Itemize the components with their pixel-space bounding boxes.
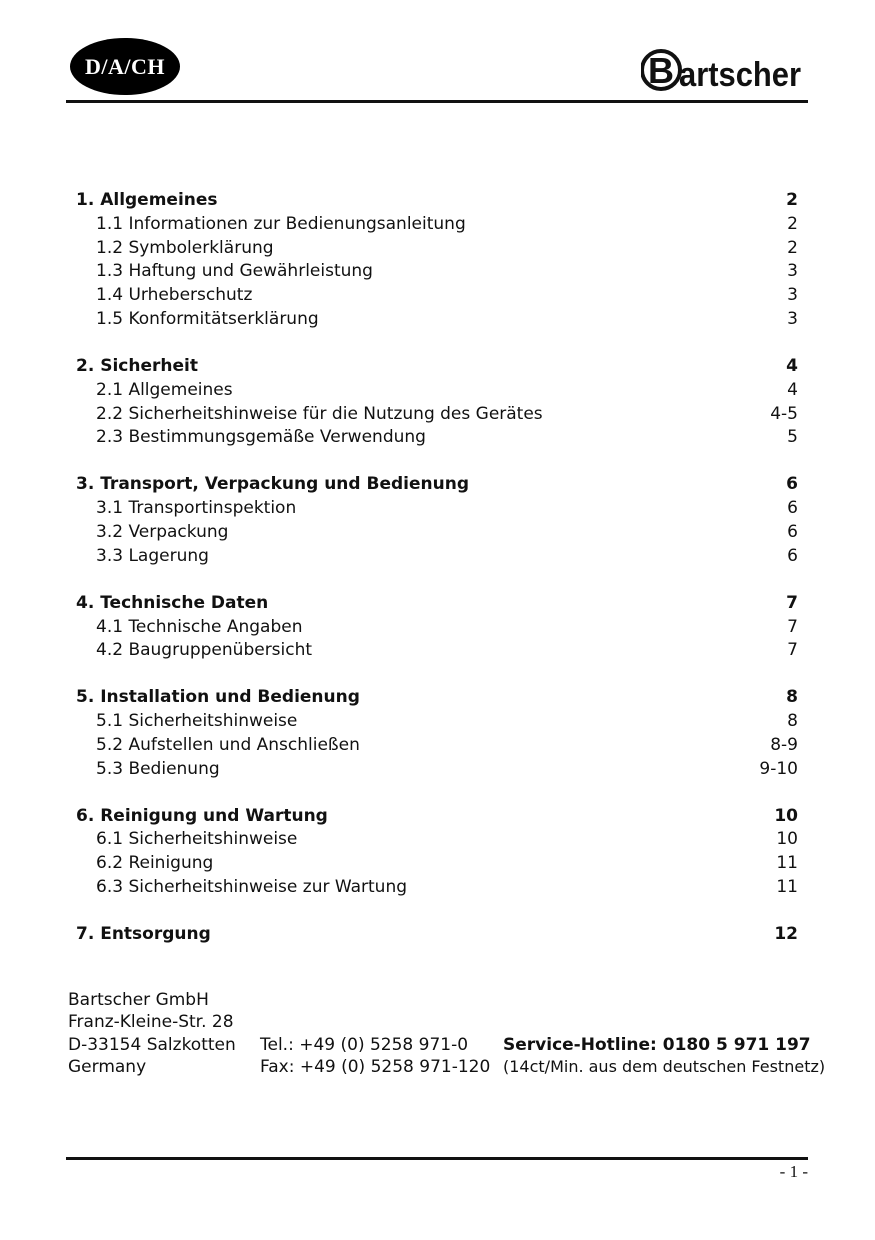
- toc-section-page: 6: [786, 474, 798, 495]
- section-gap: [76, 781, 798, 804]
- toc-entry-title: 5.3 Bedienung: [96, 758, 220, 779]
- region-badge-label: D/A/CH: [85, 53, 165, 79]
- toc-entry: [76, 403, 798, 427]
- toc-entry-page: 3: [787, 261, 798, 282]
- toc-entry-title: 5.1 Sicherheitshinweise: [96, 711, 298, 732]
- toc-entry-page: 7: [787, 640, 798, 661]
- company-street: Franz-Kleine-Str. 28: [68, 1012, 234, 1033]
- toc-entry-title: 1.2 Symbolerklärung: [96, 237, 274, 258]
- toc-entry-page: 8-9: [770, 734, 798, 755]
- company-tel: Tel.: +49 (0) 5258 971-0: [260, 1034, 469, 1055]
- toc-entry: [76, 237, 798, 261]
- toc-section-title: 1. Allgemeines: [76, 190, 218, 210]
- toc-section-page: 8: [786, 687, 798, 708]
- section-gap: [76, 569, 798, 592]
- toc-section: [76, 189, 798, 213]
- toc-entry-title: 1.4 Urheberschutz: [96, 285, 253, 306]
- toc-entry-page: 6: [787, 545, 798, 566]
- toc-entry: [76, 828, 798, 852]
- toc-section: [76, 473, 798, 497]
- toc-entry: [76, 308, 798, 332]
- toc-entry: [76, 710, 798, 734]
- toc-entry-page: 8: [787, 711, 798, 732]
- toc-entry: [76, 639, 798, 663]
- company-city: D-33154 Salzkotten: [68, 1034, 236, 1055]
- toc-entry: [76, 426, 798, 450]
- toc-entry-title: 2.1 Allgemeines: [96, 379, 233, 400]
- toc-entry: [76, 616, 798, 640]
- section-gap: [76, 450, 798, 473]
- toc-entry-page: 7: [787, 616, 798, 637]
- toc-entry-title: 4.1 Technische Angaben: [96, 616, 303, 637]
- toc-entry-title: 6.1 Sicherheitshinweise: [96, 829, 298, 850]
- toc-entry-title: 3.1 Transportinspektion: [96, 498, 297, 519]
- toc-section-title: 3. Transport, Verpackung und Bedienung: [76, 474, 469, 495]
- toc-entry-title: 3.3 Lagerung: [96, 545, 209, 566]
- toc-section-title: 7. Entsorgung: [76, 924, 211, 945]
- toc-entry-title: 1.1 Informationen zur Bedienungsanleitung: [96, 213, 466, 234]
- toc-entry-page: 4-5: [770, 403, 798, 424]
- toc-entry-title: 5.2 Aufstellen und Anschließen: [96, 734, 360, 755]
- logo-wordmark: artscher: [679, 56, 801, 94]
- toc-entry: [76, 876, 798, 900]
- toc-section: [76, 355, 798, 379]
- toc-entry-title: 3.2 Verpackung: [96, 521, 229, 542]
- toc-entry: [76, 852, 798, 876]
- toc-section: [76, 686, 798, 710]
- toc-entry-page: 3: [787, 285, 798, 306]
- toc-entry-page: 4: [787, 379, 798, 400]
- toc-section: [76, 923, 798, 947]
- toc-entry-page: 10: [776, 829, 798, 850]
- toc-entry: [76, 758, 798, 782]
- toc-section-page: 12: [774, 924, 798, 945]
- toc-entry: [76, 521, 798, 545]
- toc-entry: [76, 379, 798, 403]
- toc-section: [76, 592, 798, 616]
- company-name: Bartscher GmbH: [68, 990, 209, 1010]
- table-of-contents: [76, 189, 798, 947]
- toc-entry-title: 6.2 Reinigung: [96, 853, 214, 874]
- toc-section-title: 4. Technische Daten: [76, 592, 269, 613]
- toc-entry: [76, 213, 798, 237]
- section-gap: [76, 663, 798, 686]
- toc-entry: [76, 545, 798, 569]
- toc-section-page: 4: [786, 355, 798, 376]
- toc-entry-title: 1.5 Konformitätserklärung: [96, 308, 319, 329]
- toc-section-title: 6. Reinigung und Wartung: [76, 805, 328, 826]
- toc-section-page: 10: [774, 805, 798, 826]
- toc-entry-page: 9-10: [759, 758, 798, 779]
- toc-entry: [76, 734, 798, 758]
- toc-entry: [76, 284, 798, 308]
- bartscher-logo: [641, 44, 803, 96]
- company-fax: Fax: +49 (0) 5258 971-120: [260, 1057, 491, 1078]
- toc-entry-page: 2: [787, 237, 798, 258]
- region-badge: [70, 38, 180, 95]
- section-gap: [76, 900, 798, 923]
- toc-section: [76, 805, 798, 829]
- toc-entry-title: 4.2 Baugruppenübersicht: [96, 640, 313, 661]
- toc-entry-page: 5: [787, 427, 798, 448]
- hotline-note: (14ct/Min. aus dem deutschen Festnetz): [503, 1057, 826, 1077]
- header-rule: [66, 100, 808, 103]
- toc-entry-page: 11: [776, 877, 798, 898]
- toc-entry-title: 2.3 Bestimmungsgemäße Verwendung: [96, 427, 426, 448]
- company-country: Germany: [68, 1057, 147, 1078]
- toc-entry: [76, 497, 798, 521]
- section-gap: [76, 332, 798, 355]
- toc-entry-title: 6.3 Sicherheitshinweise zur Wartung: [96, 877, 408, 898]
- footer-rule: [66, 1157, 808, 1160]
- toc-entry-title: 2.2 Sicherheitshinweise für die Nutzung des Gerätes: [96, 403, 543, 424]
- toc-entry-title: 1.3 Haftung und Gewährleistung: [96, 261, 373, 282]
- toc-entry-page: 3: [787, 308, 798, 329]
- page-number: - 1 -: [779, 1162, 808, 1181]
- toc-section-title: 5. Installation und Bedienung: [76, 687, 360, 708]
- toc-entry-page: 6: [787, 498, 798, 519]
- service-hotline: Service-Hotline: 0180 5 971 197: [503, 1034, 811, 1055]
- toc-section-page: 2: [786, 190, 798, 210]
- company-address: [68, 989, 828, 1079]
- toc-entry-page: 2: [787, 213, 798, 234]
- logo-lead-letter: B: [648, 50, 674, 91]
- toc-section-title: 2. Sicherheit: [76, 355, 198, 376]
- toc-entry-page: 11: [776, 853, 798, 874]
- toc-entry: [76, 260, 798, 284]
- toc-entry-page: 6: [787, 521, 798, 542]
- toc-section-page: 7: [786, 592, 798, 613]
